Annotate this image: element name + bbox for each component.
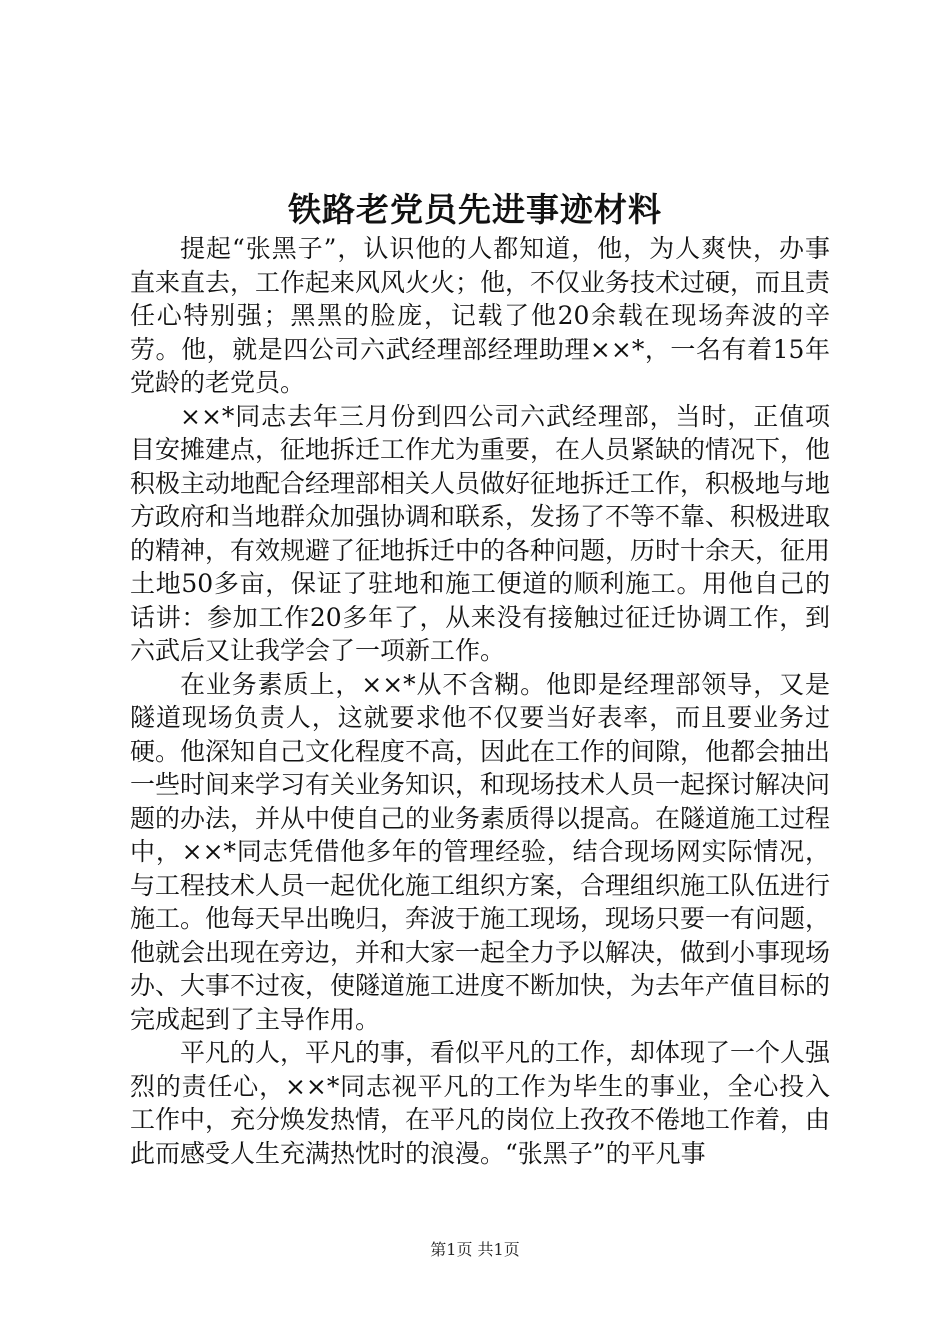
paragraph-2: ××*同志去年三月份到四公司六武经理部，当时，正值项目安摊建点，征地拆迁工作尤为重要，在人员紧缺的情况下，他积极主动地配合经理部相关人员做好征地拆迁工作，积极地与地方政府和当地群众加强协调和联系，发扬了不等不靠、积极进取的精神，有效规避了征地拆迁中的各种问题，历时十余天，征用土地50多亩，保证了驻地和施工便道的顺利施工。用他自己的话讲：参加工作20多年了，从来没有接触过征迁协调工作，到六武后又让我学会了一项新工作。 <box>130 401 831 665</box>
page-footer: 第1页 共1页 <box>430 1240 520 1259</box>
paragraph-1: 提起“张黑子”，认识他的人都知道，他，为人爽快，办事直来直去，工作起来风风火火；他，不仅业务技术过硬，而且责任心特别强；黑黑的脸庞，记载了他20余载在现场奔波的辛劳。他，就是四公司六武经理部经理助理××*，一名有着15年党龄的老党员。 <box>130 234 831 397</box>
paragraph-4: 平凡的人，平凡的事，看似平凡的工作，却体现了一个人强烈的责任心，××*同志视平凡的工作为毕生的事业，全心投入工作中，充分焕发热情，在平凡的岗位上孜孜不倦地工作着，由此而感受人生充满热忱时的浪漫。“张黑子”的平凡事 <box>130 1038 831 1168</box>
paragraph-3: 在业务素质上，××*从不含糊。他即是经理部领导，又是隧道现场负责人，这就要求他不仅要当好表率，而且要业务过硬。他深知自己文化程度不高，因此在工作的间隙，他都会抽出一些时间来学习有关业务知识，和现场技术人员一起探讨解决问题的办法，并从中使自己的业务素质得以提高。在隧道施工过程中，××*同志凭借他多年的管理经验，结合现场网实际情况，与工程技术人员一起优化施工组织方案，合理组织施工队伍进行施工。他每天早出晚归，奔波于施工现场，现场只要一有问题，他就会出现在旁边，并和大家一起全力予以解决，做到小事现场办、大事不过夜，使隧道施工进度不断加快，为去年产值目标的完成起到了主导作用。 <box>130 669 831 1034</box>
document-title: 铁路老党员先进事迹材料 <box>288 190 662 229</box>
document-body <box>130 232 830 1170</box>
